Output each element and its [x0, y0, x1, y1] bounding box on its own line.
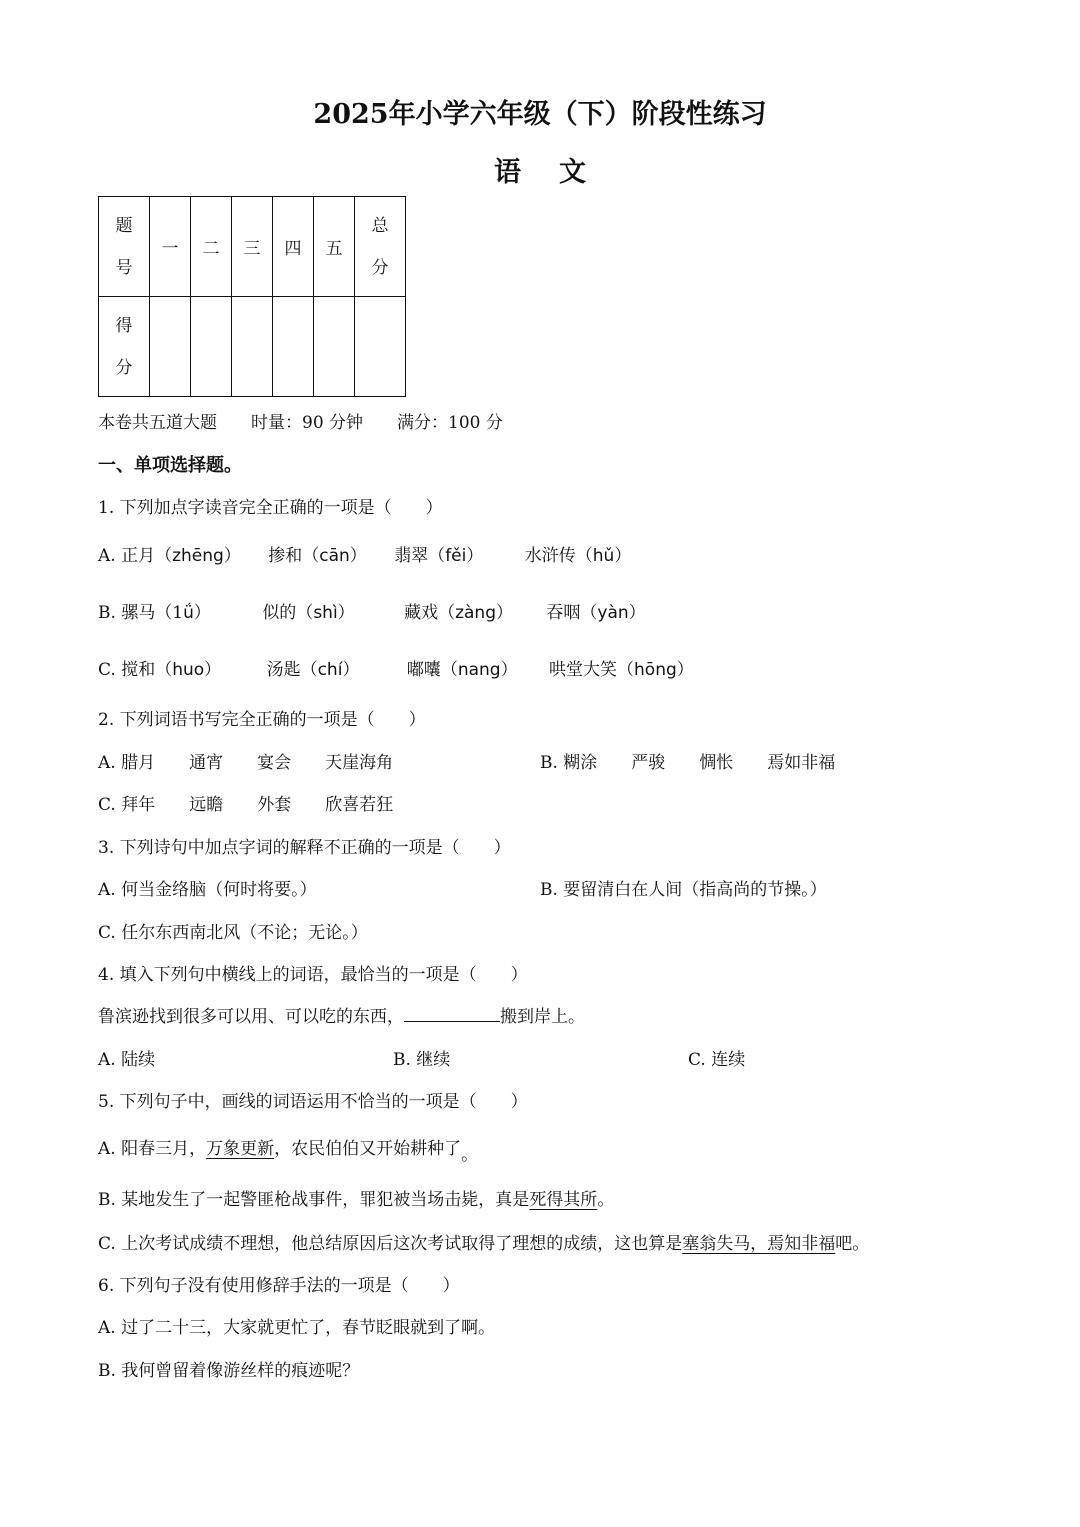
page-title: 2025年小学六年级（下）阶段性练习: [313, 99, 767, 130]
q2-option-a: A. 腊月 通宵 宴会 天崖海角: [98, 753, 394, 773]
score-cell-5[interactable]: [314, 297, 355, 397]
q5-option-b: B. 某地发生了一起警匪枪战事件，罪犯被当场击毙，真是死得其所。: [98, 1190, 615, 1210]
q3-option-b: B. 要留清白在人间（指高尚的节操。）: [540, 880, 827, 900]
score-table: [98, 196, 406, 397]
q1-option-b: B. 骡马（1ǘ） 似的（shì） 藏戏（zàng） 吞咽（yàn）: [98, 603, 646, 623]
q1-option-c: C. 搅和（huo） 汤匙（chí） 嘟囔（nang） 哄堂大笑（hōng）: [98, 660, 694, 680]
q4-option-c: C. 连续: [688, 1050, 746, 1070]
q5-option-c: C. 上次考试成绩不理想，他总结原因后这次考试取得了理想的成绩，这也算是塞翁失马，焉知非福吧。: [98, 1234, 870, 1254]
subject-title: 语文: [494, 157, 624, 188]
q3-stem: 3. 下列诗句中加点字词的解释不正确的一项是（ ）: [98, 838, 511, 858]
q6-option-a: A. 过了二十三，大家就更忙了，春节眨眼就到了啊。: [98, 1318, 496, 1338]
col-3: 三: [232, 197, 273, 297]
q4-option-b: B. 继续: [393, 1050, 451, 1070]
q6-stem: 6. 下列句子没有使用修辞手法的一项是（ ）: [98, 1276, 460, 1296]
q2-stem: 2. 下列词语书写完全正确的一项是（ ）: [98, 710, 426, 730]
col-1: 一: [150, 197, 191, 297]
col-total: 总分: [371, 215, 389, 278]
q2-option-b: B. 糊涂 严骏 惆怅 焉如非福: [540, 753, 836, 773]
q1-stem: 1. 下列加点字读音完全正确的一项是（ ）: [98, 498, 443, 518]
score-cell-total[interactable]: [355, 297, 406, 397]
col-4: 四: [273, 197, 314, 297]
q5-option-a: A. 阳春三月，万象更新，农民伯伯又开始耕种了。: [98, 1139, 479, 1165]
q3-option-c: C. 任尔东西南北风（不论；无论。）: [98, 923, 368, 943]
section1-heading: 一、单项选择题。: [98, 455, 242, 476]
q2-option-c: C. 拜年 远瞻 外套 欣喜若狂: [98, 795, 394, 815]
q5-stem: 5. 下列句子中，画线的词语运用不恰当的一项是（ ）: [98, 1092, 528, 1112]
q4-sentence: 鲁滨逊找到很多可以用、可以吃的东西， 搬到岸上。: [98, 1002, 585, 1027]
score-row-label: 题号: [115, 215, 133, 278]
col-2: 二: [191, 197, 232, 297]
score-cell-1[interactable]: [150, 297, 191, 397]
exam-info: 本卷共五道大题 时量：90 分钟 满分：100 分: [98, 413, 503, 433]
q4-blank[interactable]: [404, 1004, 500, 1022]
score-cell-2[interactable]: [191, 297, 232, 397]
score-cell-3[interactable]: [232, 297, 273, 397]
q4-stem: 4. 填入下列句中横线上的词语，最恰当的一项是（ ）: [98, 965, 528, 985]
q4-option-a: A. 陆续: [98, 1050, 156, 1070]
score-row2-label: 得分: [115, 315, 133, 378]
q6-option-b: B. 我何曾留着像游丝样的痕迹呢？: [98, 1361, 360, 1381]
q1-option-a: A. 正月（zhēng） 掺和（cān） 翡翠（fěi） 水浒传（hǔ）: [98, 546, 632, 566]
col-5: 五: [314, 197, 355, 297]
q3-option-a: A. 何当金络脑（何时将要。）: [98, 880, 317, 900]
score-cell-4[interactable]: [273, 297, 314, 397]
